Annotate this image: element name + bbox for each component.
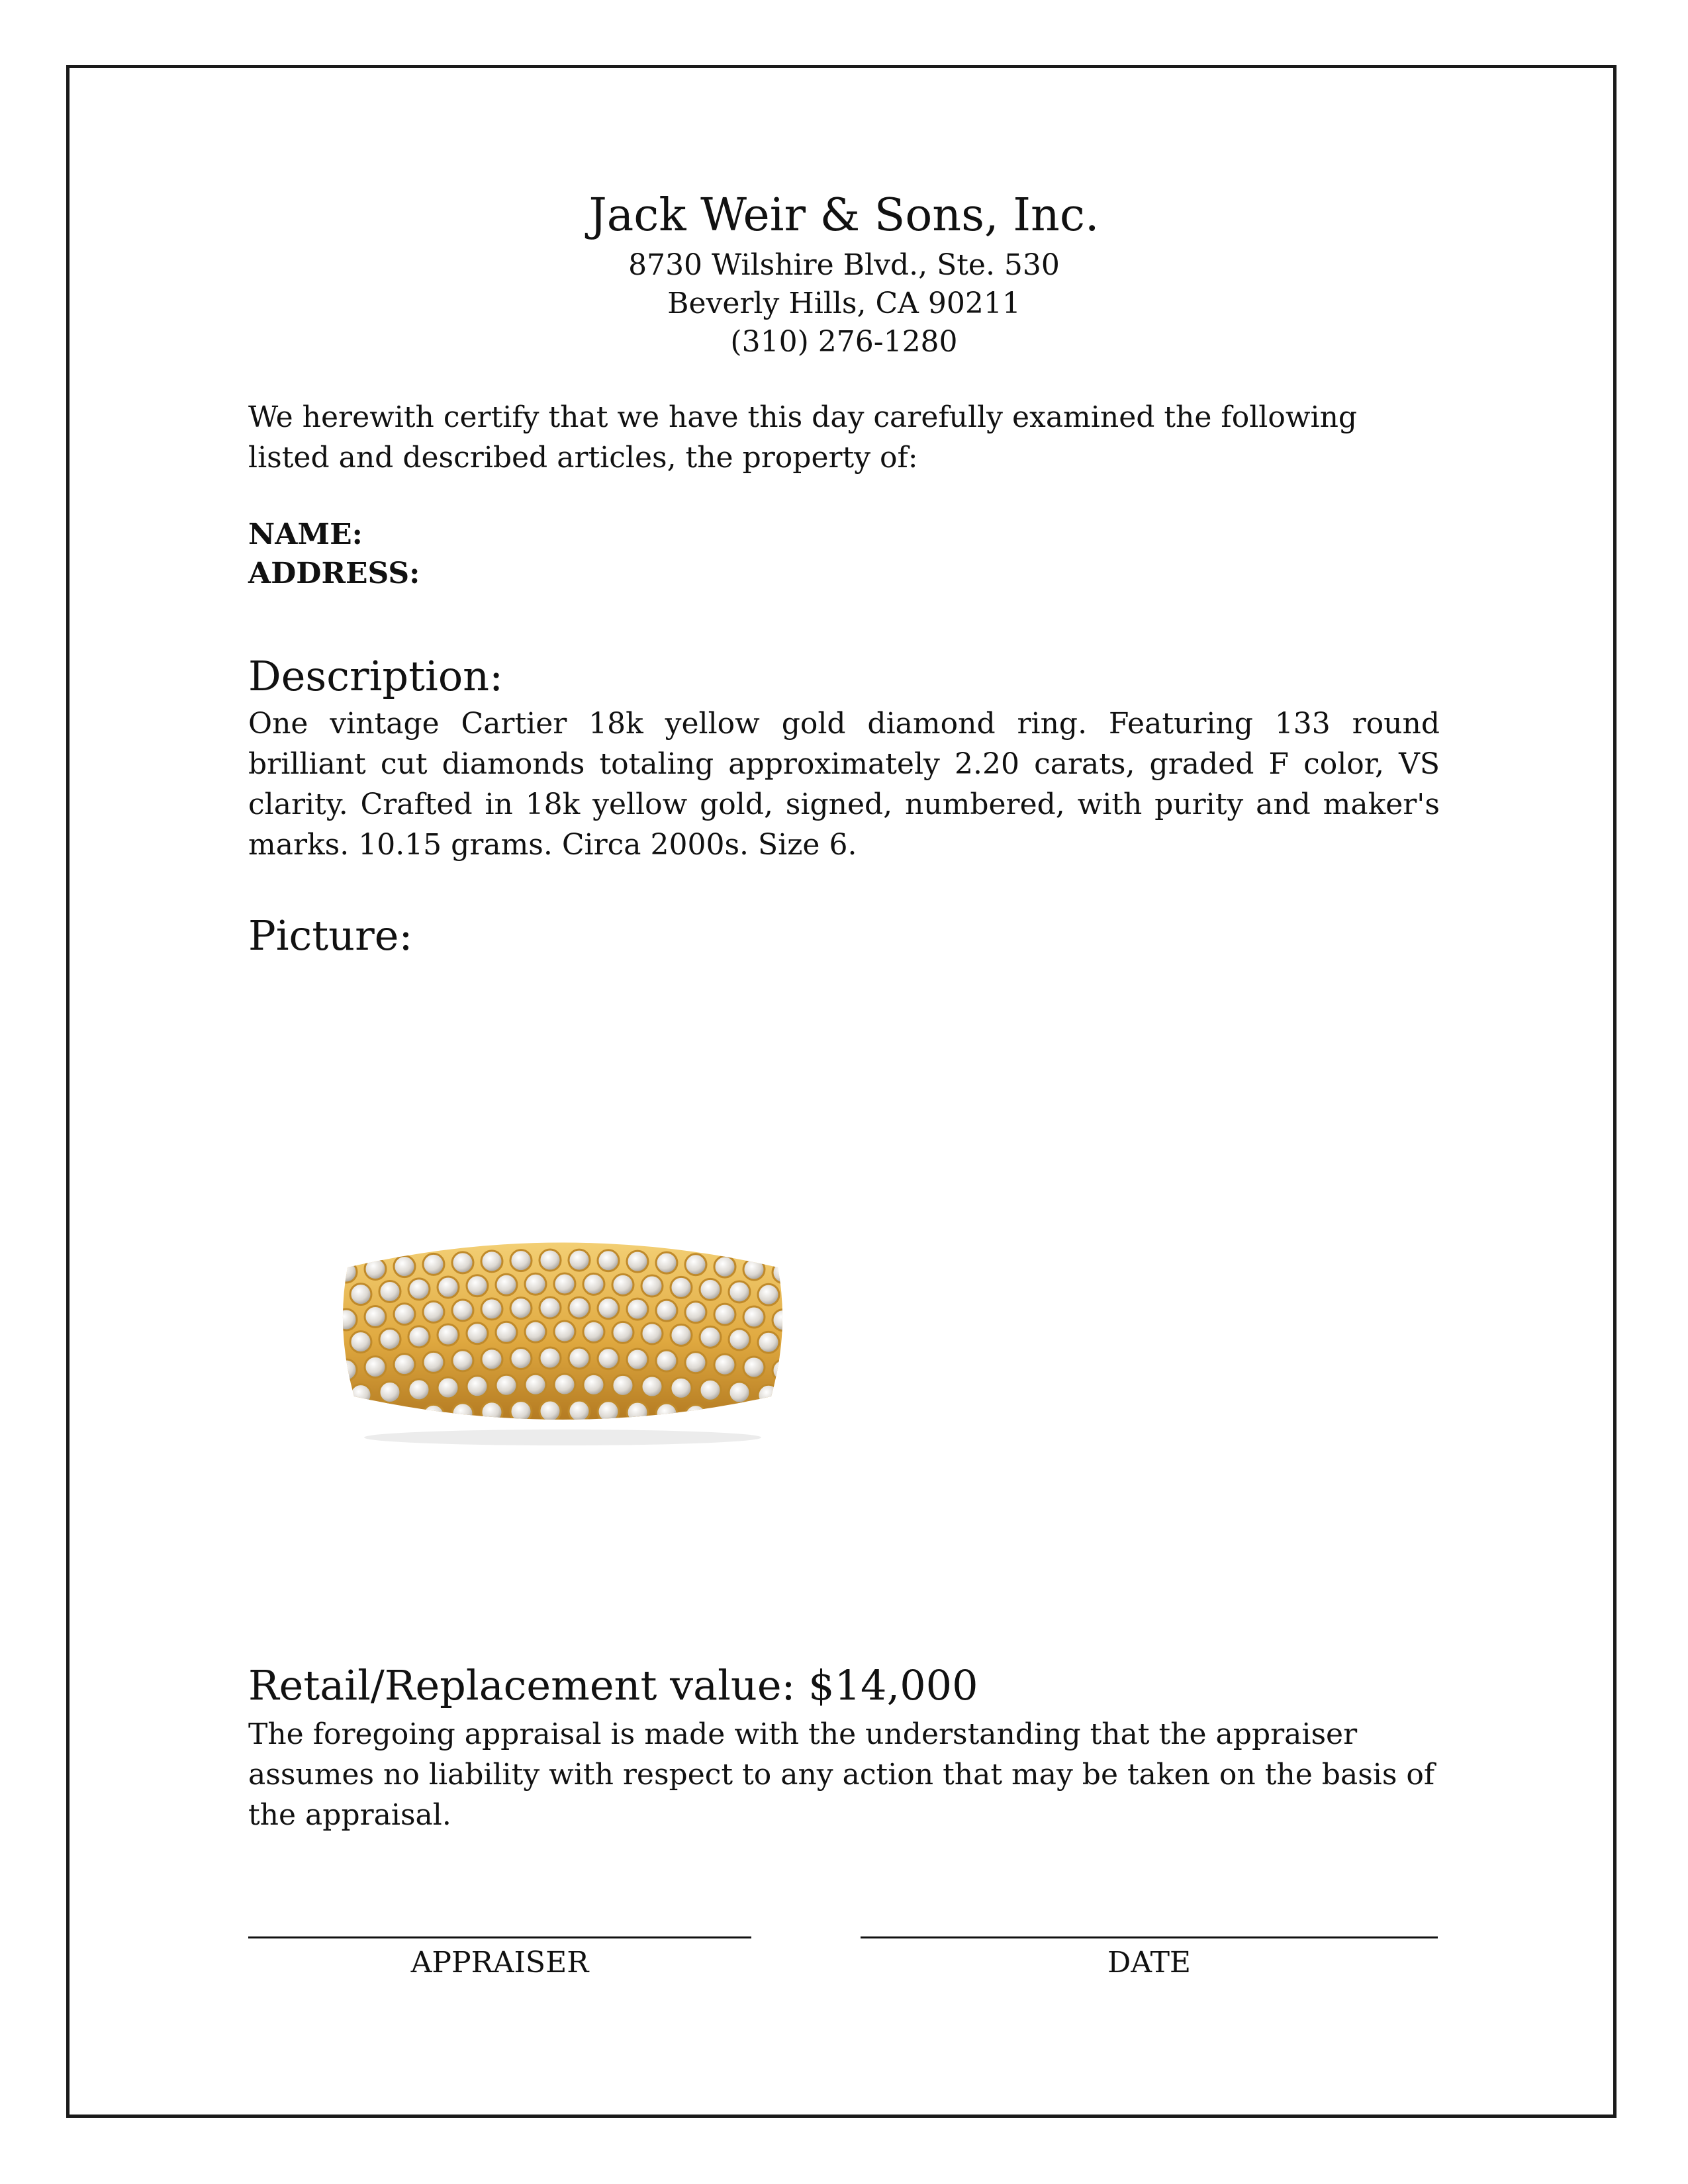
- diamond-stone: [685, 1254, 706, 1275]
- diamond-stone: [743, 1357, 765, 1378]
- diamond-stone: [525, 1374, 546, 1395]
- diamond-stone: [452, 1350, 473, 1371]
- diamond-stone: [773, 1413, 791, 1434]
- diamond-stone: [569, 1250, 590, 1271]
- diamond-stone: [452, 1252, 473, 1273]
- diamond-stone: [700, 1379, 721, 1400]
- diamond-stone: [423, 1301, 444, 1322]
- diamond-stone: [467, 1275, 488, 1297]
- diamond-stone: [656, 1350, 677, 1371]
- diamond-stone: [583, 1321, 604, 1342]
- diamond-stone: [583, 1374, 604, 1395]
- diamond-stone: [365, 1258, 386, 1279]
- diamond-stone: [423, 1253, 444, 1275]
- diamond-stone: [438, 1277, 459, 1298]
- diamond-stone: [539, 1347, 561, 1369]
- diamond-stone: [569, 1400, 590, 1422]
- diamond-stone: [700, 1326, 721, 1347]
- diamond-stone: [336, 1359, 357, 1381]
- diamond-stone: [336, 1309, 357, 1330]
- diamond-stone: [496, 1375, 517, 1396]
- diamond-stone: [612, 1322, 633, 1343]
- diamond-stone: [656, 1403, 677, 1424]
- diamond-stone: [627, 1298, 648, 1320]
- diamond-stone: [612, 1274, 633, 1295]
- diamond-stone: [627, 1349, 648, 1370]
- diamond-stone: [481, 1251, 502, 1272]
- diamond-stone: [394, 1407, 415, 1428]
- diamond-stone: [598, 1250, 619, 1271]
- diamond-stone: [510, 1298, 532, 1319]
- diamond-stone: [350, 1332, 371, 1353]
- certification-statement: We herewith certify that we have this day carefully examined the following listed and described articles, the property of:: [248, 400, 1358, 475]
- diamond-stone: [743, 1410, 765, 1431]
- diamond-stone: [481, 1402, 502, 1423]
- diamond-stone: [700, 1279, 721, 1300]
- diamond-stone: [773, 1262, 791, 1283]
- diamond-stone: [598, 1401, 619, 1422]
- diamond-stone: [773, 1360, 791, 1381]
- diamond-stone: [671, 1277, 692, 1298]
- diamond-stone: [379, 1328, 400, 1349]
- diamond-stone: [714, 1304, 735, 1325]
- address-label: ADDRESS:: [248, 557, 420, 590]
- description-heading: Description:: [248, 652, 503, 700]
- diamond-stone: [729, 1382, 750, 1403]
- diamond-stone: [641, 1323, 663, 1344]
- diamond-stone: [510, 1250, 532, 1271]
- diamond-stone: [554, 1374, 575, 1395]
- diamond-stone: [583, 1273, 604, 1295]
- diamond-stone: [408, 1379, 430, 1400]
- address-line-1: 8730 Wilshire Blvd., Ste. 530: [628, 248, 1060, 282]
- picture-heading: Picture:: [248, 911, 413, 960]
- appraiser-label: APPRAISER: [410, 1946, 589, 1979]
- diamond-stone: [394, 1304, 415, 1325]
- phone-number: (310) 276-1280: [730, 325, 958, 359]
- diamond-stone: [379, 1381, 400, 1402]
- diamond-stone: [438, 1324, 459, 1345]
- diamond-stone: [729, 1329, 750, 1350]
- diamond-stone: [714, 1256, 735, 1277]
- diamond-stone: [714, 1407, 735, 1428]
- diamond-stone: [350, 1284, 371, 1305]
- diamond-stone: [336, 1412, 357, 1433]
- diamond-stone: [350, 1385, 371, 1406]
- diamond-stone: [539, 1400, 561, 1422]
- diamond-stone: [336, 1261, 357, 1283]
- diamond-stone: [394, 1256, 415, 1277]
- diamond-stone: [743, 1259, 765, 1280]
- diamond-stone: [481, 1298, 502, 1320]
- name-label: NAME:: [248, 518, 363, 551]
- diamond-stone: [627, 1251, 648, 1272]
- diamond-stone: [714, 1354, 735, 1375]
- description-text: One vintage Cartier 18k yellow gold diamond ring. Featuring 133 round brilliant cut diamonds totaling approximately 2.20 carats, graded F color, VS clarity. Crafted in 18k yellow gold, signed, numbered, with purity and maker's marks. 10.15 grams. Circa 2000s. Size 6.: [248, 707, 1440, 862]
- value-heading: Retail/Replacement value: $14,000: [248, 1661, 978, 1709]
- diamond-stone: [510, 1401, 532, 1422]
- diamond-stone: [671, 1324, 692, 1345]
- diamond-stone: [685, 1405, 706, 1426]
- diamond-stone: [510, 1348, 532, 1369]
- company-name: Jack Weir & Sons, Inc.: [588, 189, 1100, 242]
- diamond-stone: [612, 1375, 633, 1396]
- diamond-stone: [598, 1348, 619, 1369]
- diamond-stone: [598, 1298, 619, 1319]
- disclaimer-text: The foregoing appraisal is made with the understanding that the appraiser assumes no liability with respect to any action that may be taken on the basis of the appraisal.: [248, 1717, 1435, 1832]
- diamond-stone: [656, 1300, 677, 1321]
- diamond-stone: [656, 1252, 677, 1273]
- diamond-stone: [438, 1377, 459, 1398]
- diamond-stone: [481, 1349, 502, 1370]
- diamond-stone: [525, 1273, 546, 1295]
- diamond-stone: [365, 1409, 386, 1430]
- diamond-stone: [408, 1326, 430, 1347]
- letterhead: [0, 185, 1688, 361]
- ring-shadow: [364, 1430, 761, 1445]
- diamond-stone: [423, 1404, 444, 1426]
- diamond-stone: [539, 1297, 561, 1318]
- diamond-stone: [554, 1273, 575, 1295]
- diamond-stone: [773, 1310, 791, 1331]
- diamond-stone: [394, 1354, 415, 1375]
- diamond-stone: [452, 1403, 473, 1424]
- diamond-stone: [569, 1347, 590, 1369]
- diamond-stone: [467, 1376, 488, 1397]
- diamond-stone: [467, 1323, 488, 1344]
- diamond-stone: [641, 1376, 663, 1397]
- diamond-stone: [758, 1332, 779, 1353]
- diamond-stone: [569, 1297, 590, 1318]
- diamond-stone: [671, 1377, 692, 1398]
- diamond-stone: [554, 1321, 575, 1342]
- address-line-2: Beverly Hills, CA 90211: [667, 287, 1021, 320]
- diamond-stone: [729, 1281, 750, 1302]
- ring-photo: [334, 1205, 791, 1449]
- diamond-stone: [758, 1385, 779, 1406]
- owner-fields: [248, 515, 1440, 593]
- diamond-stone: [743, 1306, 765, 1328]
- diamond-stone: [685, 1352, 706, 1373]
- diamond-stone: [685, 1302, 706, 1323]
- diamond-stone: [379, 1281, 400, 1302]
- diamond-stone: [408, 1279, 430, 1300]
- diamond-stone: [452, 1300, 473, 1321]
- date-signature-line: [861, 1936, 1438, 1938]
- diamond-stone: [627, 1402, 648, 1423]
- diamond-stone: [539, 1250, 561, 1271]
- diamond-stone: [365, 1356, 386, 1377]
- diamond-stone: [365, 1306, 386, 1327]
- date-label: DATE: [1107, 1946, 1192, 1979]
- diamond-stone: [496, 1322, 517, 1343]
- diamond-stone: [423, 1351, 444, 1373]
- appraiser-signature-line: [248, 1936, 751, 1938]
- diamond-stone: [641, 1275, 663, 1297]
- diamond-stone: [758, 1284, 779, 1305]
- diamond-stone: [525, 1321, 546, 1342]
- diamond-stone: [496, 1274, 517, 1295]
